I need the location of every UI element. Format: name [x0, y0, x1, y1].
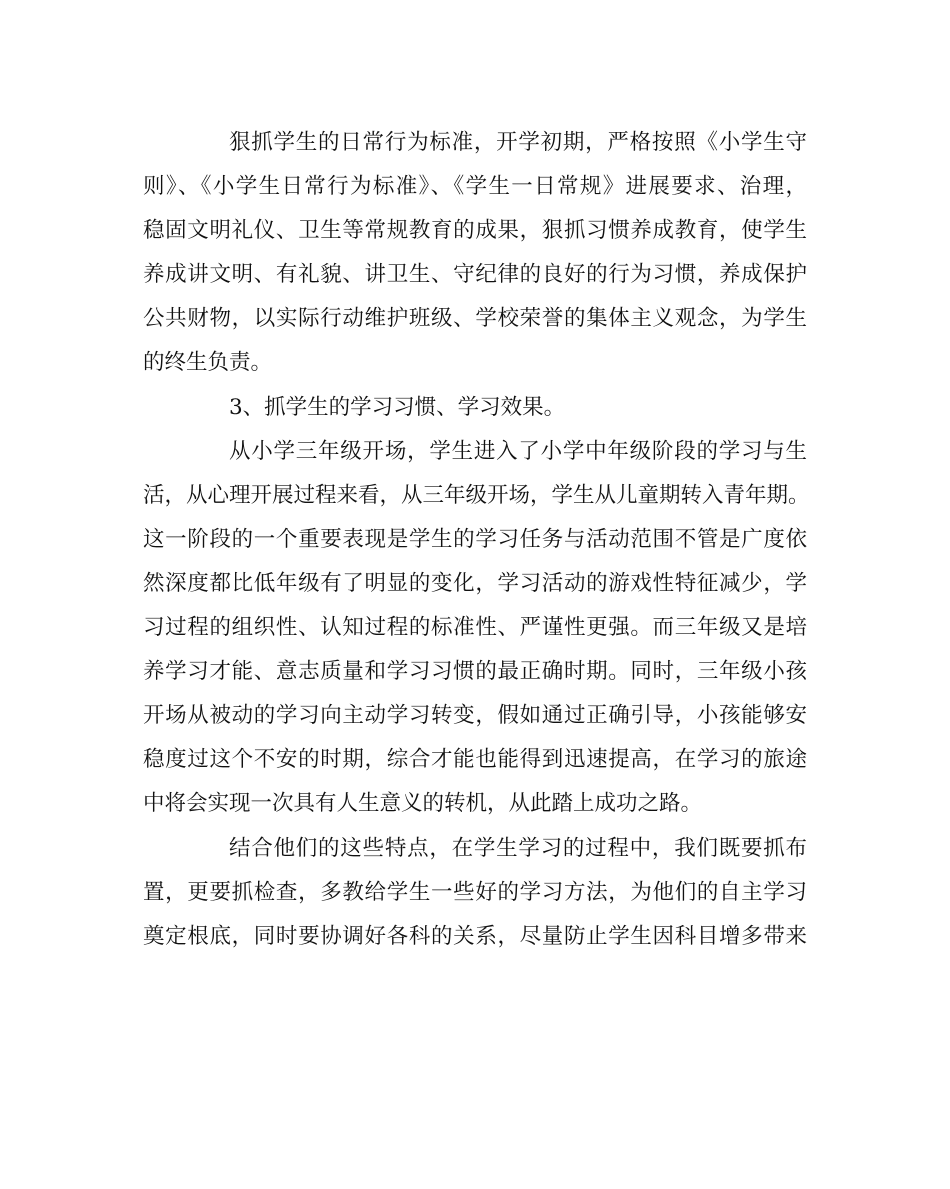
- text-line: 然深度都比低年级有了明显的变化，学习活动的游戏性特征减少，学: [143, 570, 807, 596]
- text-line: 从小学三年级开场，学生进入了小学中年级阶段的学习与生: [229, 438, 807, 464]
- text-line: 狠抓学生的日常行为标准，开学初期，严格按照《小学生守: [229, 130, 807, 155]
- text-line: 的终生负责。: [143, 350, 273, 376]
- text-line: 置，更要抓检查，多教给学生一些好的学习方法，为他们的自主学习: [143, 879, 807, 905]
- paragraph-behavior-standards: [143, 121, 807, 386]
- text-line: 结合他们的这些特点，在学生学习的过程中，我们既要抓布: [229, 835, 807, 861]
- text-line: 稳固文明礼仪、卫生等常规教育的成果，狠抓习惯养成教育，使学生: [143, 218, 807, 244]
- text-line: 养成讲文明、有礼貌、讲卫生、守纪律的良好的行为习惯，养成保护: [143, 262, 807, 288]
- text-line: 习过程的组织性、认知过程的标准性、严谨性更强。而三年级又是培: [143, 615, 807, 641]
- paragraph-grade-three-development: [143, 430, 810, 827]
- section-heading-study-habits: [143, 386, 807, 430]
- text-line: 公共财物，以实际行动维护班级、学校荣誉的集体主义观念，为学生: [143, 306, 807, 332]
- text-line: 开场从被动的学习向主动学习转变，假如通过正确引导，小孩能够安: [143, 703, 807, 729]
- text-line: 稳度过这个不安的时期，综合才能也能得到迅速提高，在学习的旅途: [143, 747, 807, 773]
- paragraph-study-methods: [143, 827, 807, 959]
- text-line: 中将会实现一次具有人生意义的转机，从此踏上成功之路。: [143, 791, 703, 817]
- document-body: [143, 121, 810, 959]
- text-line: 这一阶段的一个重要表现是学生的学习任务与活动范围不管是广度依: [143, 526, 807, 552]
- section-heading: 3、抓学生的学习习惯、学习效果。: [229, 394, 566, 420]
- text-line: 活，从心理开展过程来看，从三年级开场，学生从儿童期转入青年期。: [143, 482, 810, 508]
- text-line: 奠定根底，同时要协调好各科的关系，尽量防止学生因科目增多带来: [143, 923, 807, 949]
- text-line: 养学习才能、意志质量和学习习惯的最正确时期。同时，三年级小孩: [143, 659, 807, 685]
- text-line: 则》、《小学生日常行为标准》、《学生一日常规》进展要求、治理，: [143, 174, 807, 200]
